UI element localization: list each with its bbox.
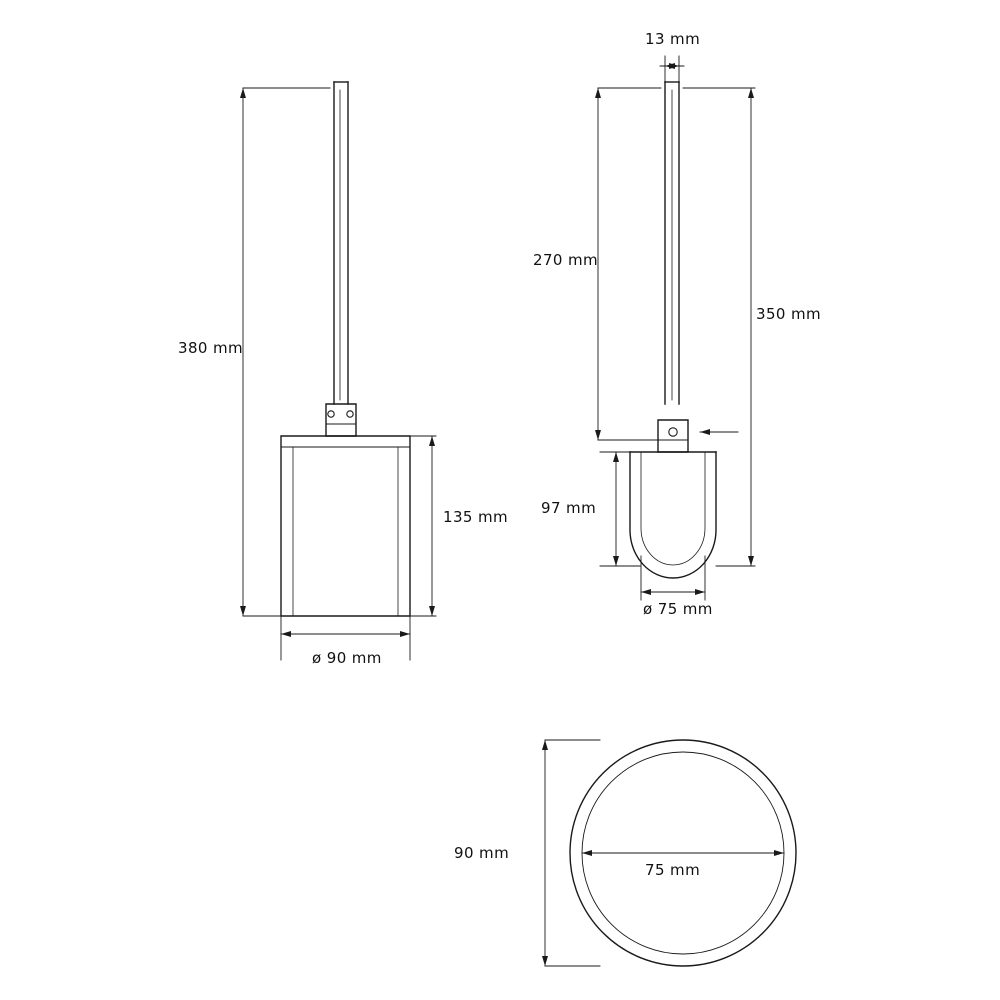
dimension-label-front-cup-height: 135 mm bbox=[443, 508, 509, 526]
section-view-geometry bbox=[630, 82, 716, 578]
dimension-label-section-total-height: 350 mm bbox=[756, 305, 822, 323]
front-view-dimension-lines bbox=[240, 88, 436, 660]
top-view-dimension-lines bbox=[542, 740, 784, 966]
dimension-label-front-cup-diameter: ø 90 mm bbox=[312, 649, 382, 667]
dimension-label-top-inner-diameter: 75 mm bbox=[645, 861, 701, 879]
dimension-label-section-handle-width: 13 mm bbox=[645, 30, 701, 48]
dimension-label-front-height: 380 mm bbox=[178, 339, 244, 357]
dimension-label-section-cup-height: 97 mm bbox=[541, 499, 597, 517]
dimension-label-section-brush-length: 270 mm bbox=[533, 251, 599, 269]
front-view-geometry bbox=[281, 82, 410, 616]
section-view-dimension-lines bbox=[595, 56, 755, 600]
dimension-label-section-cup-inner-diameter: ø 75 mm bbox=[643, 600, 713, 618]
dimension-label-top-outer-diameter: 90 mm bbox=[454, 844, 510, 862]
